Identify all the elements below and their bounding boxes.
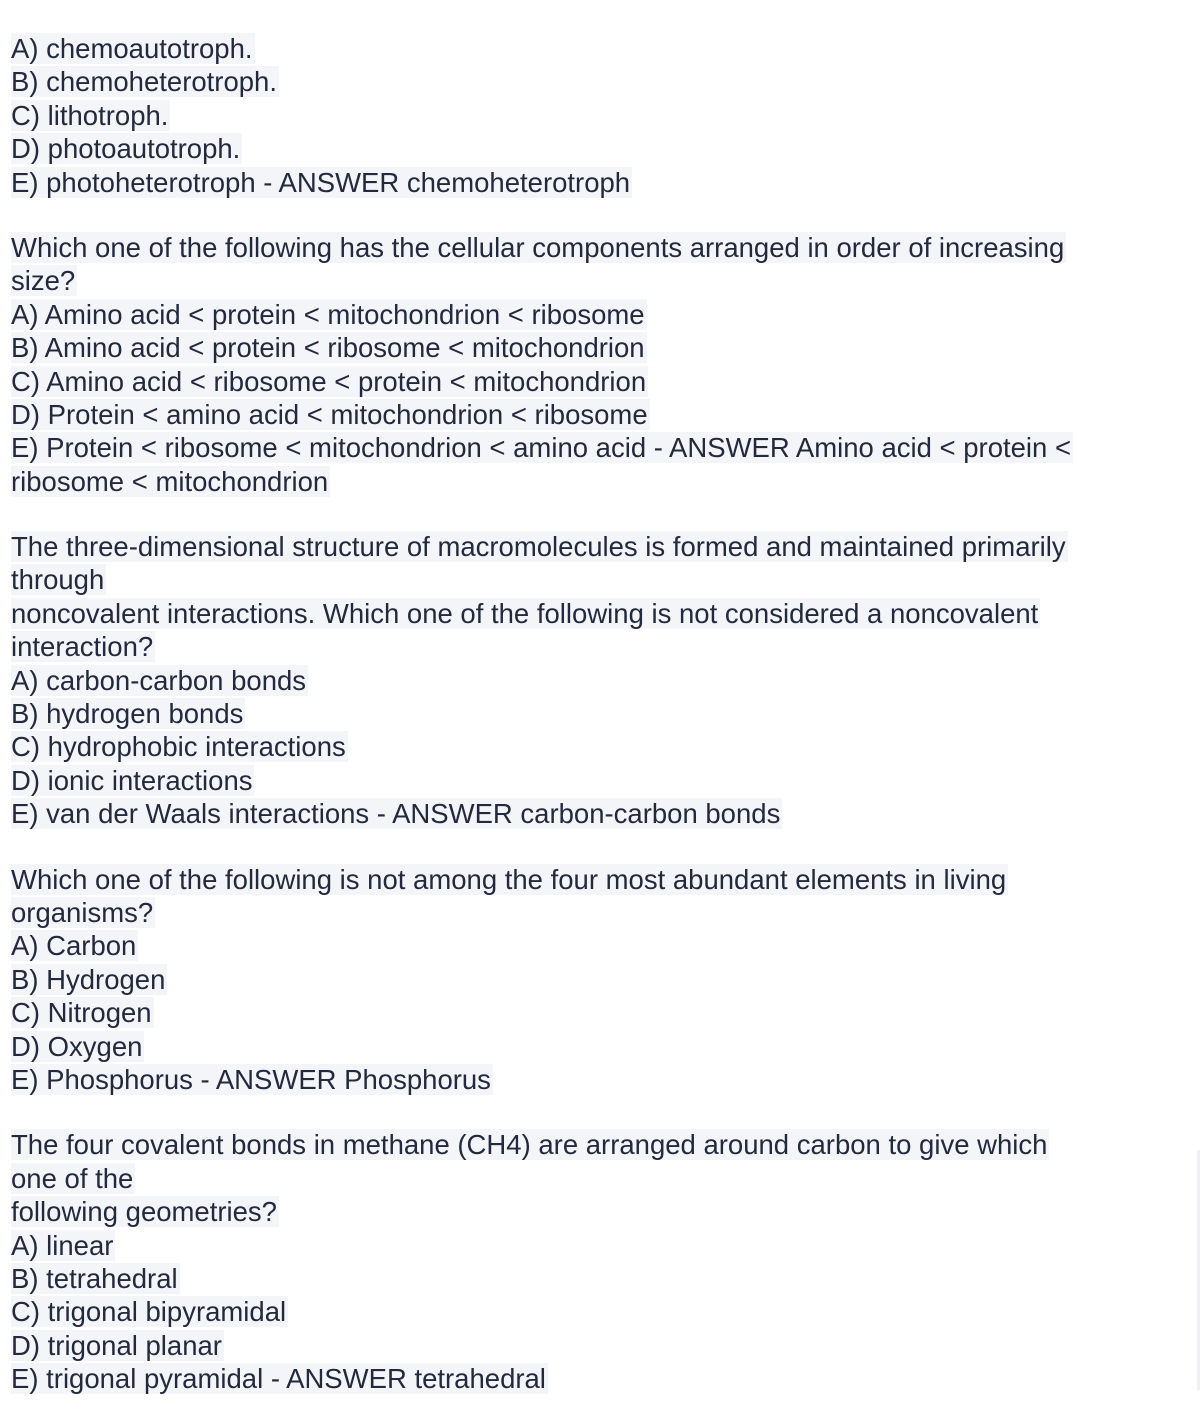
- option-line: C) Nitrogen: [11, 997, 152, 1029]
- option-line: A) linear: [11, 1229, 114, 1261]
- answer-line: E) van der Waals interactions - ANSWER carbon-carbon bonds: [11, 798, 781, 830]
- question-text-line: Which one of the following is not among the four most abundant elements in living: [11, 863, 1007, 895]
- question-text-line: through: [11, 564, 105, 596]
- option-line: D) Oxygen: [11, 1030, 143, 1062]
- option-line: A) Amino acid < protein < mitochondrion < ribosome: [11, 298, 645, 330]
- question-block: [11, 530, 1191, 831]
- question-text-line: interaction?: [11, 631, 154, 663]
- text-line: C) lithotroph.: [11, 99, 169, 131]
- text-line: D) photoautotroph.: [11, 133, 241, 165]
- option-line: B) Amino acid < protein < ribosome < mitochondrion: [11, 332, 645, 364]
- answer-line: E) Phosphorus - ANSWER Phosphorus: [11, 1063, 491, 1095]
- text-line: B) chemoheterotroph.: [11, 66, 277, 98]
- question-block: [11, 32, 1191, 199]
- option-line: B) tetrahedral: [11, 1262, 178, 1294]
- option-line: C) trigonal bipyramidal: [11, 1296, 287, 1328]
- question-block: [11, 231, 1191, 498]
- document-body: [11, 32, 1191, 1395]
- question-text-line: following geometries?: [11, 1196, 277, 1228]
- question-block: [11, 1128, 1191, 1395]
- question-text-line: organisms?: [11, 896, 154, 928]
- option-line: C) Amino acid < ribosome < protein < mitochondrion: [11, 365, 647, 397]
- question-text-line: The four covalent bonds in methane (CH4) are arranged around carbon to give which: [11, 1129, 1048, 1161]
- option-line: D) ionic interactions: [11, 764, 253, 796]
- question-block: [11, 863, 1191, 1097]
- option-line: C) hydrophobic interactions: [11, 731, 346, 763]
- question-text-line: size?: [11, 265, 76, 297]
- text-line: A) chemoautotroph.: [11, 33, 253, 64]
- question-text-line: Which one of the following has the cellular components arranged in order of increasing: [11, 231, 1065, 263]
- question-text-line: noncovalent interactions. Which one of the following is not considered a noncovalent: [11, 597, 1039, 629]
- question-text-line: one of the: [11, 1162, 134, 1194]
- option-line: D) trigonal planar: [11, 1329, 222, 1361]
- option-line: D) Protein < amino acid < mitochondrion < ribosome: [11, 398, 648, 430]
- answer-line: E) photoheterotroph - ANSWER chemoheterotroph: [11, 166, 631, 198]
- option-line: A) Carbon: [11, 930, 137, 962]
- answer-line: E) Protein < ribosome < mitochondrion < amino acid - ANSWER Amino acid < protein <: [11, 432, 1072, 464]
- question-text-line: The three-dimensional structure of macromolecules is formed and maintained primarily: [11, 531, 1066, 563]
- option-line: B) hydrogen bonds: [11, 698, 244, 730]
- answer-line: E) trigonal pyramidal - ANSWER tetrahedral: [11, 1363, 546, 1395]
- option-line: A) carbon-carbon bonds: [11, 664, 307, 696]
- option-line: B) Hydrogen: [11, 963, 166, 995]
- answer-line: ribosome < mitochondrion: [11, 465, 329, 497]
